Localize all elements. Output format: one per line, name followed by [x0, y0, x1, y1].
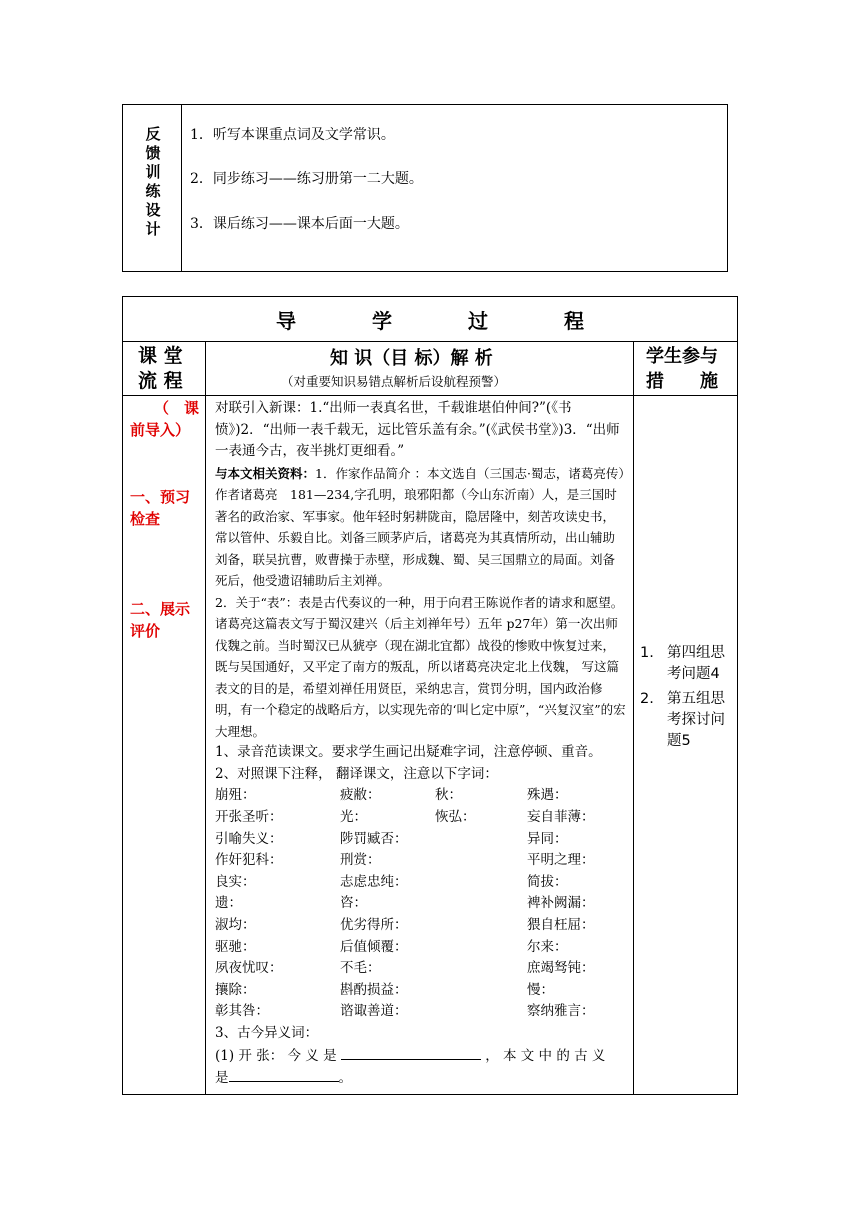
vocab-row: [215, 850, 627, 872]
vocab-term: 刑赏：: [340, 852, 381, 869]
vocab-term: [435, 915, 527, 937]
vocab-term: 疲敝：: [340, 787, 381, 804]
vocab-row: [215, 785, 627, 807]
vocab-term: 恢弘：: [435, 809, 476, 826]
vocab-row: [215, 829, 627, 851]
vocab-term: 谘诹善道：: [340, 1003, 408, 1020]
vocab-term: 遗：: [215, 895, 242, 912]
material-label: 与本文相关资料：: [215, 465, 316, 481]
vocab-term: 猥自枉屈：: [527, 917, 595, 934]
vocab-term: 斟酌损益：: [340, 981, 408, 998]
answer-blank[interactable]: [341, 1045, 481, 1060]
vocab-term: 异同：: [527, 830, 568, 847]
vocab-row: [215, 872, 627, 894]
vocab-row: [215, 807, 627, 829]
material-paragraph: 与本文相关资料：1．作家作品简介 ：本文选自（三国志·蜀志，诸葛亮传）作者诸葛亮 181—234,字孔明，琅邪阳都（今山东沂南）人，是三国时著名的政治家、军事家。他年轻时躬耕陇亩，隐居隆中，刻苦攻读史书，常以管仲、乐毅自比。刘备三顾茅庐后，诸葛亮为其真情所动，出山辅助刘备，联吴抗曹，败曹操于赤壁，形成魏、蜀、吴三国鼎立的局面。刘备死后，他受遗诏辅助后主刘禅。: [215, 465, 625, 589]
list-item: 2. 第五组思考探讨问题5: [640, 691, 725, 749]
vocab-term: [435, 872, 527, 894]
vocab-term: 引喻失义：: [215, 830, 283, 847]
vocab-term: 秋：: [435, 787, 462, 804]
answer-blank[interactable]: [229, 1067, 339, 1082]
vocab-term: 殊遇：: [527, 787, 568, 804]
section-title: 导 学 过 程: [276, 308, 584, 333]
vocab-term: 简拔：: [527, 873, 568, 890]
step1-text: 1、录音范读课文。要求学生画记出疑难字词，注意停顿、重音。: [215, 744, 602, 761]
header-col1: 课 堂 流 程: [138, 345, 183, 392]
vocab-term: 开张圣听：: [215, 809, 283, 826]
header-col2-title: 知 识（目 标）解 析: [330, 348, 493, 369]
feedback-label: 反 馈 训 练 设 计: [145, 125, 161, 238]
vocab-term: [435, 958, 527, 980]
vocab-term: [435, 980, 527, 1002]
vocab-term: 攘除：: [215, 981, 256, 998]
step2-text: 2、对照课下注释， 翻译课文，注意以下字词：: [215, 765, 498, 782]
gujin-question: (1) 开 张： 今 义 是 ， 本 文 中 的 古 义 是 。: [215, 1045, 627, 1090]
step3-text: 3、古今异义词：: [215, 1025, 319, 1041]
vocab-term: 光：: [340, 809, 367, 826]
vocab-term: 慢：: [527, 981, 554, 998]
vocab-term: 妄自菲薄：: [527, 809, 595, 826]
vocab-term: [435, 893, 527, 915]
vocab-term: 后值倾覆：: [340, 938, 408, 955]
vocab-term: [435, 829, 527, 851]
vocab-term: 淑均：: [215, 917, 256, 934]
vocab-term: 崩殂：: [215, 787, 256, 804]
vocab-term: [435, 1001, 527, 1023]
vocab-term: 驱驰：: [215, 938, 256, 955]
vocab-term: 作奸犯科：: [215, 852, 283, 869]
biao-paragraph: 2．关于“表”：表是古代奏议的一种，用于向君王陈说作者的请求和愿望。诸葛亮这篇表文写于蜀汉建兴（后主刘禅年号）五年 p27年）第一次出师伐魏之前。当时蜀汉已从猇亭（现在湖北宜都）战役的惨败中恢复过来，既与吴国通好，又平定了南方的叛乱，所以诸葛亮决定北上伐魏， 写这篇表文的目的是，希望刘禅任用贤臣，采纳忠言，赏罚分明，国内政治修明，有一个稳定的战略后方，以实现先帝的‘叫匕定中原”，“兴复汉室”的宏大理想。: [215, 594, 626, 739]
step-pre-intro: （ 课 前导入）: [130, 399, 200, 439]
content-body: [215, 398, 627, 1090]
vocab-term: [435, 937, 527, 959]
vocab-term: 咨：: [340, 895, 367, 912]
vocab-term: 尔来：: [527, 938, 568, 955]
feedback-item: 1．听写本课重点词及文学常识。: [190, 127, 395, 143]
vocab-term: 裨补阙漏：: [527, 895, 595, 912]
vocab-term: 夙夜忧叹：: [215, 960, 283, 977]
vocab-term: 志虑忠纯：: [340, 873, 408, 890]
participation-list: [640, 643, 732, 756]
header-col3: 学生参与 措 施: [646, 346, 718, 392]
vocab-term: 优劣得所：: [340, 917, 408, 934]
vocab-term: 彰其咎：: [215, 1003, 269, 1020]
vocab-row: [215, 1001, 627, 1023]
step-show-evaluate: 二、展示 评价: [130, 600, 191, 640]
intro-text: 对联引入新课：1.“出师一表真名世，千载谁堪伯仲间?”(《书愤》)2．“出师一表千载无，远比管乐盖有余。”(《武侯书堂》)3．“出师一表通今古，夜半挑灯更细看。”: [215, 400, 620, 460]
vocab-term: 良实：: [215, 873, 256, 890]
vocab-term: 察纳雅言：: [527, 1003, 595, 1020]
vocab-row: [215, 915, 627, 937]
header-col2-subtitle: （对重要知识易错点解析后设航程预警）: [281, 374, 507, 389]
vocab-grid: [215, 785, 627, 1023]
vocab-term: 平明之理：: [527, 852, 595, 869]
vocab-row: [215, 980, 627, 1002]
feedback-item: 3．课后练习——课本后面一大题。: [190, 216, 409, 232]
feedback-item: 2．同步练习——练习册第一二大题。: [190, 171, 423, 187]
vocab-term: 陟罚臧否：: [340, 830, 408, 847]
vocab-term: [435, 850, 527, 872]
step-preview-check: 一、预习 检查: [130, 488, 191, 528]
vocab-term: 不毛：: [340, 960, 381, 977]
vocab-term: 庶竭驽钝：: [527, 960, 595, 977]
vocab-row: [215, 893, 627, 915]
vocab-row: [215, 937, 627, 959]
vocab-row: [215, 958, 627, 980]
list-item: 1. 第四组思考问题4: [640, 645, 725, 682]
